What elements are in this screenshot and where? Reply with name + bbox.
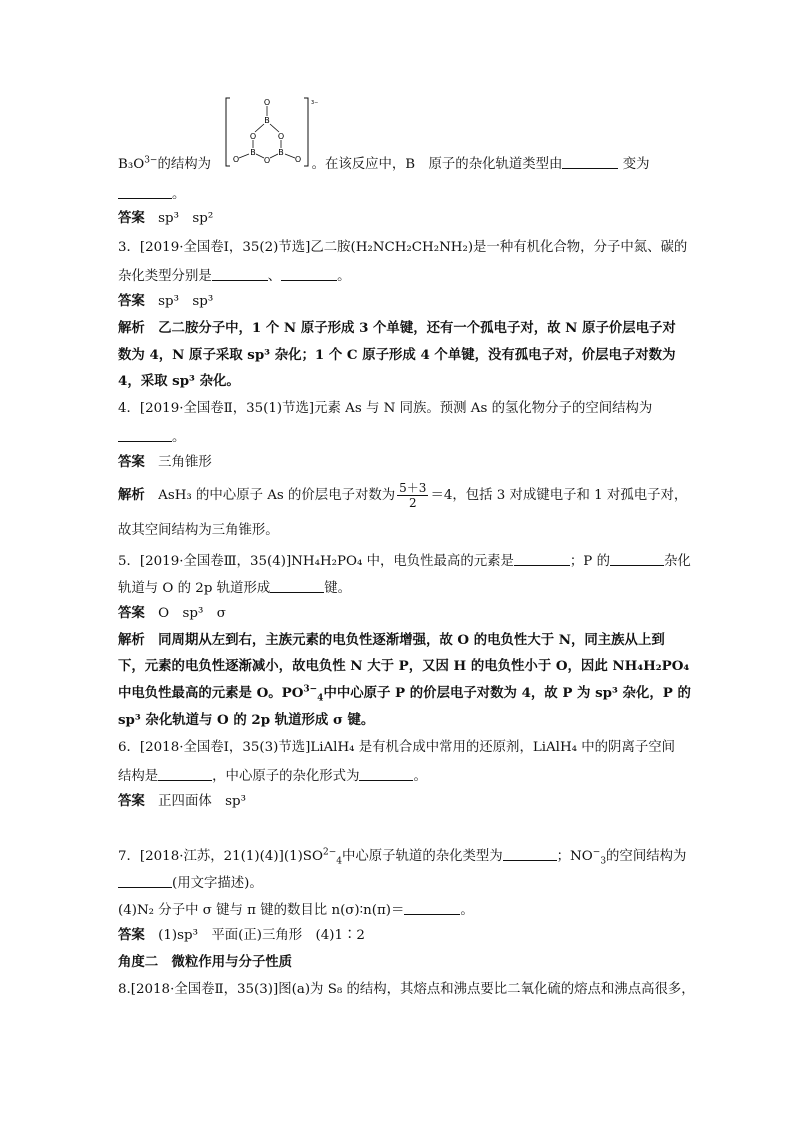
answer-blank bbox=[158, 768, 212, 781]
answer-text: sp³ sp³ bbox=[158, 294, 214, 309]
answer-blank bbox=[404, 902, 460, 915]
b3o3-ring-structure bbox=[224, 96, 320, 168]
analysis-label: 解析 bbox=[118, 487, 145, 503]
answer-text: (1)sp³ 平面(正)三角形 (4)1∶2 bbox=[158, 928, 365, 943]
atom-label: B bbox=[278, 148, 284, 157]
answer-label: 答案 bbox=[118, 210, 145, 226]
answer-label: 答案 bbox=[118, 605, 145, 621]
answer-blank bbox=[562, 156, 618, 169]
q4-analysis-2: 故其空间结构为三角锥形。 bbox=[118, 523, 279, 538]
answer-blank bbox=[212, 268, 268, 281]
answer-blank bbox=[118, 875, 172, 888]
q3-analysis-1: 解析 乙二胺分子中，1 个 N 原子形成 3 个单键，还有一个孤电子对，故 N 原子价层电子对 bbox=[118, 320, 676, 336]
q3-line-1: 3．[2019·全国卷Ⅰ，35(2)节选]乙二胺(H₂NCH₂CH₂NH₂)是一种有机化合物，分子中氮、碳的 bbox=[118, 240, 688, 255]
atom-label: O bbox=[263, 98, 271, 107]
answer-text: sp³ sp² bbox=[158, 211, 214, 226]
b3o-after-text: 。在该反应中，B 原子的杂化轨道类型由 bbox=[311, 157, 563, 172]
q5-answer bbox=[118, 607, 226, 620]
q5-line-2: 轨道与 O 的 2p 轨道形成 键。 bbox=[118, 581, 352, 596]
q3-analysis-2: 数为 4，N 原子采取 sp³ 杂化；1 个 C 原子形成 4 个单键，没有孤电子对，价层电子对数为 bbox=[118, 347, 676, 363]
answer-text: 三角锥形 bbox=[158, 455, 212, 470]
b3o-structure-text: 的结构为 bbox=[157, 157, 212, 172]
q4-line-1: 4．[2019·全国卷Ⅱ，35(1)节选]元素 As 与 N 同族。预测 As 的氢化物分子的空间结构为 bbox=[118, 401, 653, 416]
atom-label: B bbox=[264, 116, 270, 125]
q3-analysis-3: 4，采取 sp³ 杂化。 bbox=[118, 373, 240, 389]
answer-blank bbox=[503, 848, 557, 861]
atom-label: O bbox=[294, 155, 302, 164]
fraction: $\frac{5+3}{2}$ bbox=[399, 481, 427, 510]
q5-analysis-1: 解析 同周期从左到右，主族元素的电负性逐渐增强，故 O 的电负性大于 N，同主族从上到 bbox=[118, 632, 665, 648]
answer-blank bbox=[118, 186, 172, 199]
b3o-answer bbox=[118, 212, 213, 225]
answer-label: 答案 bbox=[118, 454, 145, 470]
q6-line-2: 结构是 ，中心原子的杂化形式为 。 bbox=[118, 769, 427, 784]
q7-line-3: (4)N₂ 分子中 σ 键与 π 键的数目比 n(σ)∶n(π)＝ 。 bbox=[118, 903, 474, 918]
answer-blank bbox=[359, 768, 413, 781]
b3o-question-line bbox=[118, 156, 649, 171]
q4-analysis-1: 解析 AsH₃ 的中心原子 As 的价层电子对数为 $\frac{5+3}{2}$ ＝4，包括 3 对成键电子和 1 对孤电子对， bbox=[118, 481, 688, 510]
answer-blank bbox=[610, 553, 664, 566]
q5-analysis-4: sp³ 杂化轨道与 O 的 2p 轨道形成 σ 键。 bbox=[118, 712, 375, 728]
q4-line-2: 。 bbox=[118, 429, 185, 444]
b3o-charge: 3− bbox=[144, 155, 158, 166]
answer-label: 答案 bbox=[118, 793, 145, 809]
answer-blank bbox=[270, 580, 324, 593]
q7-answer bbox=[118, 929, 365, 942]
atom-label: O bbox=[277, 132, 285, 141]
q6-line-1: 6．[2018·全国卷Ⅰ，35(3)节选]LiAlH₄ 是有机合成中常用的还原剂，LiAlH₄ 中的阴离子空间 bbox=[118, 740, 676, 755]
q3-line-2: 杂化类型分别是 、 。 bbox=[118, 269, 351, 284]
right-bracket bbox=[304, 98, 308, 166]
q8-line-1: 8.[2018·全国卷Ⅱ，35(3)]图(a)为 S₈ 的结构，其熔点和沸点要比二氧化硫的熔点和沸点高很多， bbox=[118, 982, 695, 997]
q6-answer bbox=[118, 795, 246, 808]
q7-line-1: 7．[2018·江苏，$21(1)(4)](1)SO^{2-}_4$中心原子轨道的杂化类型为 ；$NO^-_3$的空间结构为 bbox=[118, 847, 687, 867]
answer-label: 答案 bbox=[118, 927, 145, 943]
b3o-after2-text: 变为 bbox=[622, 157, 650, 172]
q5-line-1: 5．[2019·全国卷Ⅲ，35(4)]NH₄H₂PO₄ 中，电负性最高的元素是 ；P 的 杂化 bbox=[118, 554, 691, 569]
answer-blank bbox=[118, 429, 172, 442]
q5-analysis-2: 下，元素的电负性逐渐减小，故电负性 N 大于 P，又因 H 的电负性小于 O，因此 NH₄H₂PO₄ bbox=[118, 658, 690, 674]
answer-blank bbox=[281, 268, 337, 281]
analysis-label: 解析 bbox=[118, 632, 145, 648]
b3o-line-2: 。 bbox=[118, 186, 185, 201]
atom-label: B bbox=[250, 148, 256, 157]
b3o-formula: B₃O bbox=[118, 157, 145, 172]
answer-text: 正四面体 sp³ bbox=[158, 794, 246, 809]
left-bracket bbox=[226, 98, 230, 166]
section-title: 角度二 微粒作用与分子性质 bbox=[118, 954, 293, 970]
atom-label: O bbox=[249, 132, 257, 141]
atom-label: O bbox=[263, 156, 271, 165]
q5-analysis-3: 中电负性最高的元素是 O。$PO^{3-}_4$中中心原子 P 的价层电子对数为 4，故 P 为 sp³ 杂化，P 的 bbox=[118, 684, 691, 704]
answer-blank bbox=[514, 553, 570, 566]
q7-line-2: (用文字描述)。 bbox=[118, 875, 263, 890]
answer-label: 答案 bbox=[118, 293, 145, 309]
answer-text: O sp³ σ bbox=[158, 606, 226, 621]
q4-answer bbox=[118, 456, 212, 469]
analysis-label: 解析 bbox=[118, 320, 145, 336]
q3-answer bbox=[118, 295, 213, 308]
atom-label: O bbox=[232, 155, 240, 164]
struct-charge: 3− bbox=[311, 100, 319, 106]
